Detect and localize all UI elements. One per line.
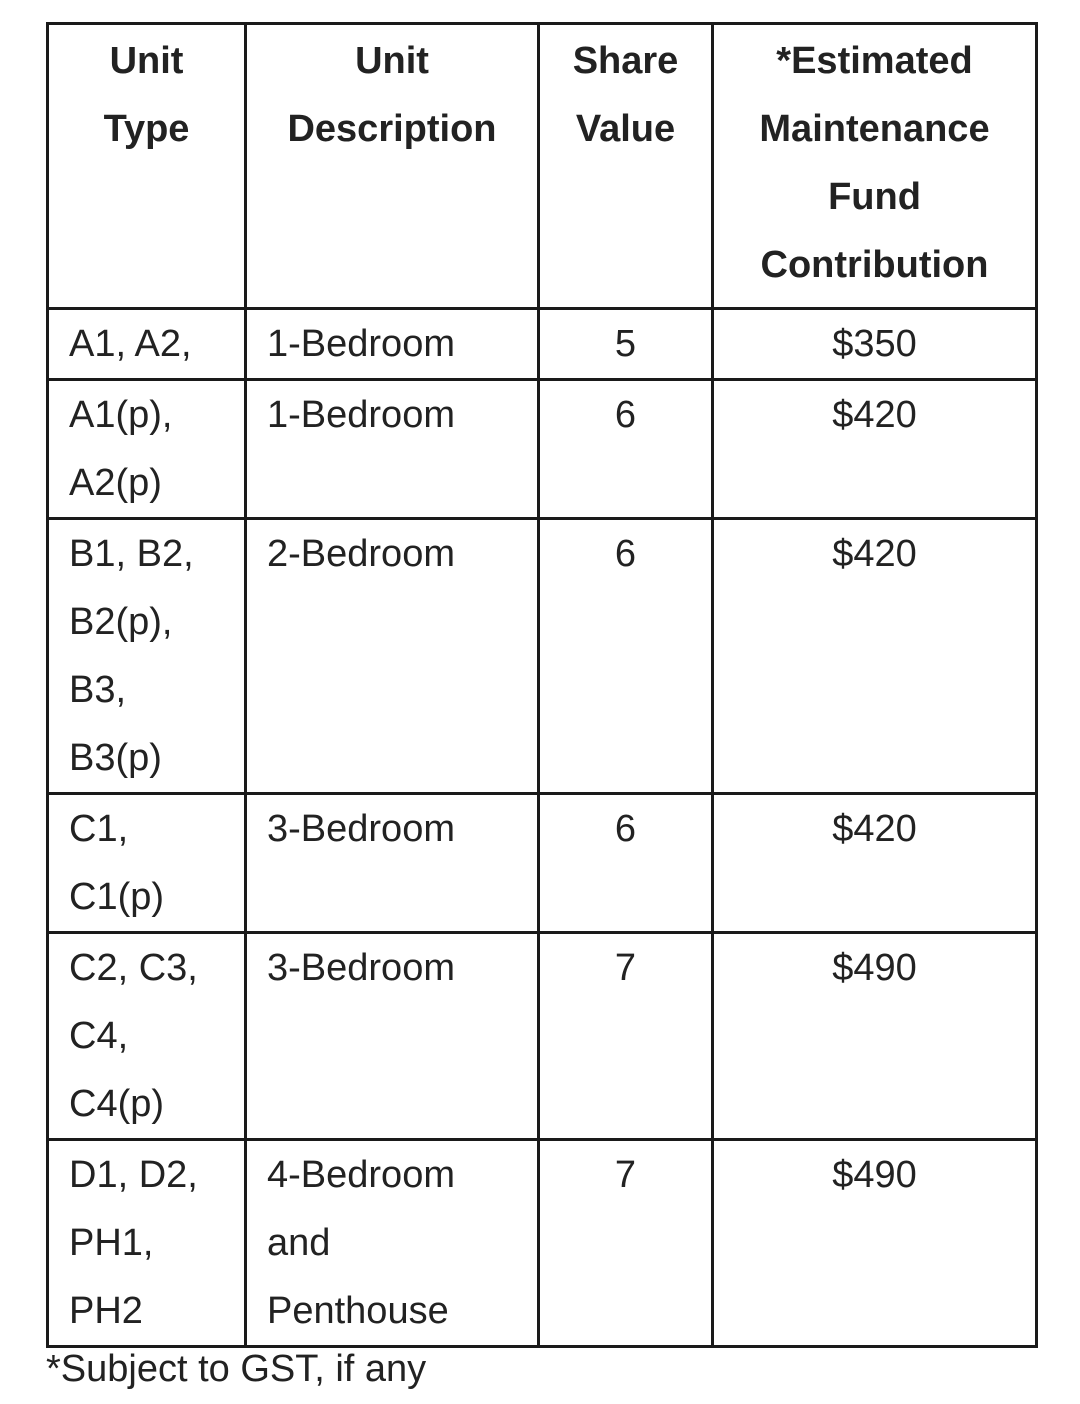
cell-line: PH1, bbox=[69, 1222, 154, 1264]
table-row bbox=[48, 933, 1037, 1140]
cell-line: C1, bbox=[69, 808, 129, 850]
header-fund-contribution bbox=[713, 24, 1037, 309]
cell-fund-contribution: $350 bbox=[713, 309, 1037, 380]
header-unit-type bbox=[48, 24, 246, 309]
header-line: Unit bbox=[109, 40, 184, 82]
header-line: Fund bbox=[828, 176, 921, 218]
table-row bbox=[48, 380, 1037, 519]
cell-line: 2-Bedroom bbox=[267, 533, 455, 575]
header-line: Description bbox=[287, 108, 497, 150]
gst-footnote: *Subject to GST, if any bbox=[46, 1348, 427, 1390]
cell-fund-contribution: $490 bbox=[713, 933, 1037, 1140]
header-line: Maintenance bbox=[759, 108, 990, 150]
cell-unit-type bbox=[48, 933, 246, 1140]
cell-line: A1, A2, bbox=[69, 323, 192, 365]
cell-line: 4-Bedroom bbox=[267, 1154, 455, 1196]
cell-line: 3-Bedroom bbox=[267, 947, 455, 989]
cell-line: C4, bbox=[69, 1015, 129, 1057]
header-line: Unit bbox=[355, 40, 429, 82]
cell-line: C1(p) bbox=[69, 876, 165, 918]
cell-line: Penthouse bbox=[267, 1290, 449, 1332]
cell-unit-description bbox=[246, 309, 539, 380]
table-row bbox=[48, 519, 1037, 794]
cell-line: A1(p), bbox=[69, 394, 173, 436]
cell-line: C4(p) bbox=[69, 1083, 165, 1125]
cell-line: B3, bbox=[69, 669, 127, 711]
table-row bbox=[48, 309, 1037, 380]
cell-unit-description bbox=[246, 380, 539, 519]
cell-share-value: 5 bbox=[539, 309, 713, 380]
cell-line: 3-Bedroom bbox=[267, 808, 455, 850]
cell-line: and bbox=[267, 1222, 331, 1264]
cell-share-value: 6 bbox=[539, 519, 713, 794]
table-row bbox=[48, 1140, 1037, 1347]
cell-line: A2(p) bbox=[69, 462, 162, 504]
cell-unit-description bbox=[246, 794, 539, 933]
cell-share-value: 7 bbox=[539, 933, 713, 1140]
header-share-value bbox=[539, 24, 713, 309]
cell-fund-contribution: $420 bbox=[713, 519, 1037, 794]
cell-line: PH2 bbox=[69, 1290, 143, 1332]
header-line: Value bbox=[575, 108, 676, 150]
cell-unit-type bbox=[48, 794, 246, 933]
header-line: *Estimated bbox=[776, 40, 973, 82]
cell-fund-contribution: $420 bbox=[713, 794, 1037, 933]
header-line: Type bbox=[103, 108, 190, 150]
header-line: Contribution bbox=[760, 244, 989, 286]
table-row bbox=[48, 794, 1037, 933]
cell-line: B1, B2, bbox=[69, 533, 194, 575]
cell-unit-description bbox=[246, 519, 539, 794]
cell-line: B3(p) bbox=[69, 737, 162, 779]
header-line: Share bbox=[572, 40, 679, 82]
cell-unit-type bbox=[48, 309, 246, 380]
cell-share-value: 6 bbox=[539, 794, 713, 933]
cell-line: B2(p), bbox=[69, 601, 173, 643]
cell-line: D1, D2, bbox=[69, 1154, 198, 1196]
cell-share-value: 6 bbox=[539, 380, 713, 519]
cell-fund-contribution: $420 bbox=[713, 380, 1037, 519]
cell-line: C2, C3, bbox=[69, 947, 198, 989]
cell-share-value: 7 bbox=[539, 1140, 713, 1347]
cell-fund-contribution: $490 bbox=[713, 1140, 1037, 1347]
cell-unit-type bbox=[48, 380, 246, 519]
cell-line: 1-Bedroom bbox=[267, 323, 455, 365]
header-unit-description bbox=[246, 24, 539, 309]
cell-unit-type bbox=[48, 519, 246, 794]
maintenance-fund-table bbox=[46, 22, 1038, 1348]
cell-line: 1-Bedroom bbox=[267, 394, 455, 436]
table-header-row bbox=[48, 24, 1037, 309]
cell-unit-description bbox=[246, 933, 539, 1140]
cell-unit-type bbox=[48, 1140, 246, 1347]
cell-unit-description bbox=[246, 1140, 539, 1347]
